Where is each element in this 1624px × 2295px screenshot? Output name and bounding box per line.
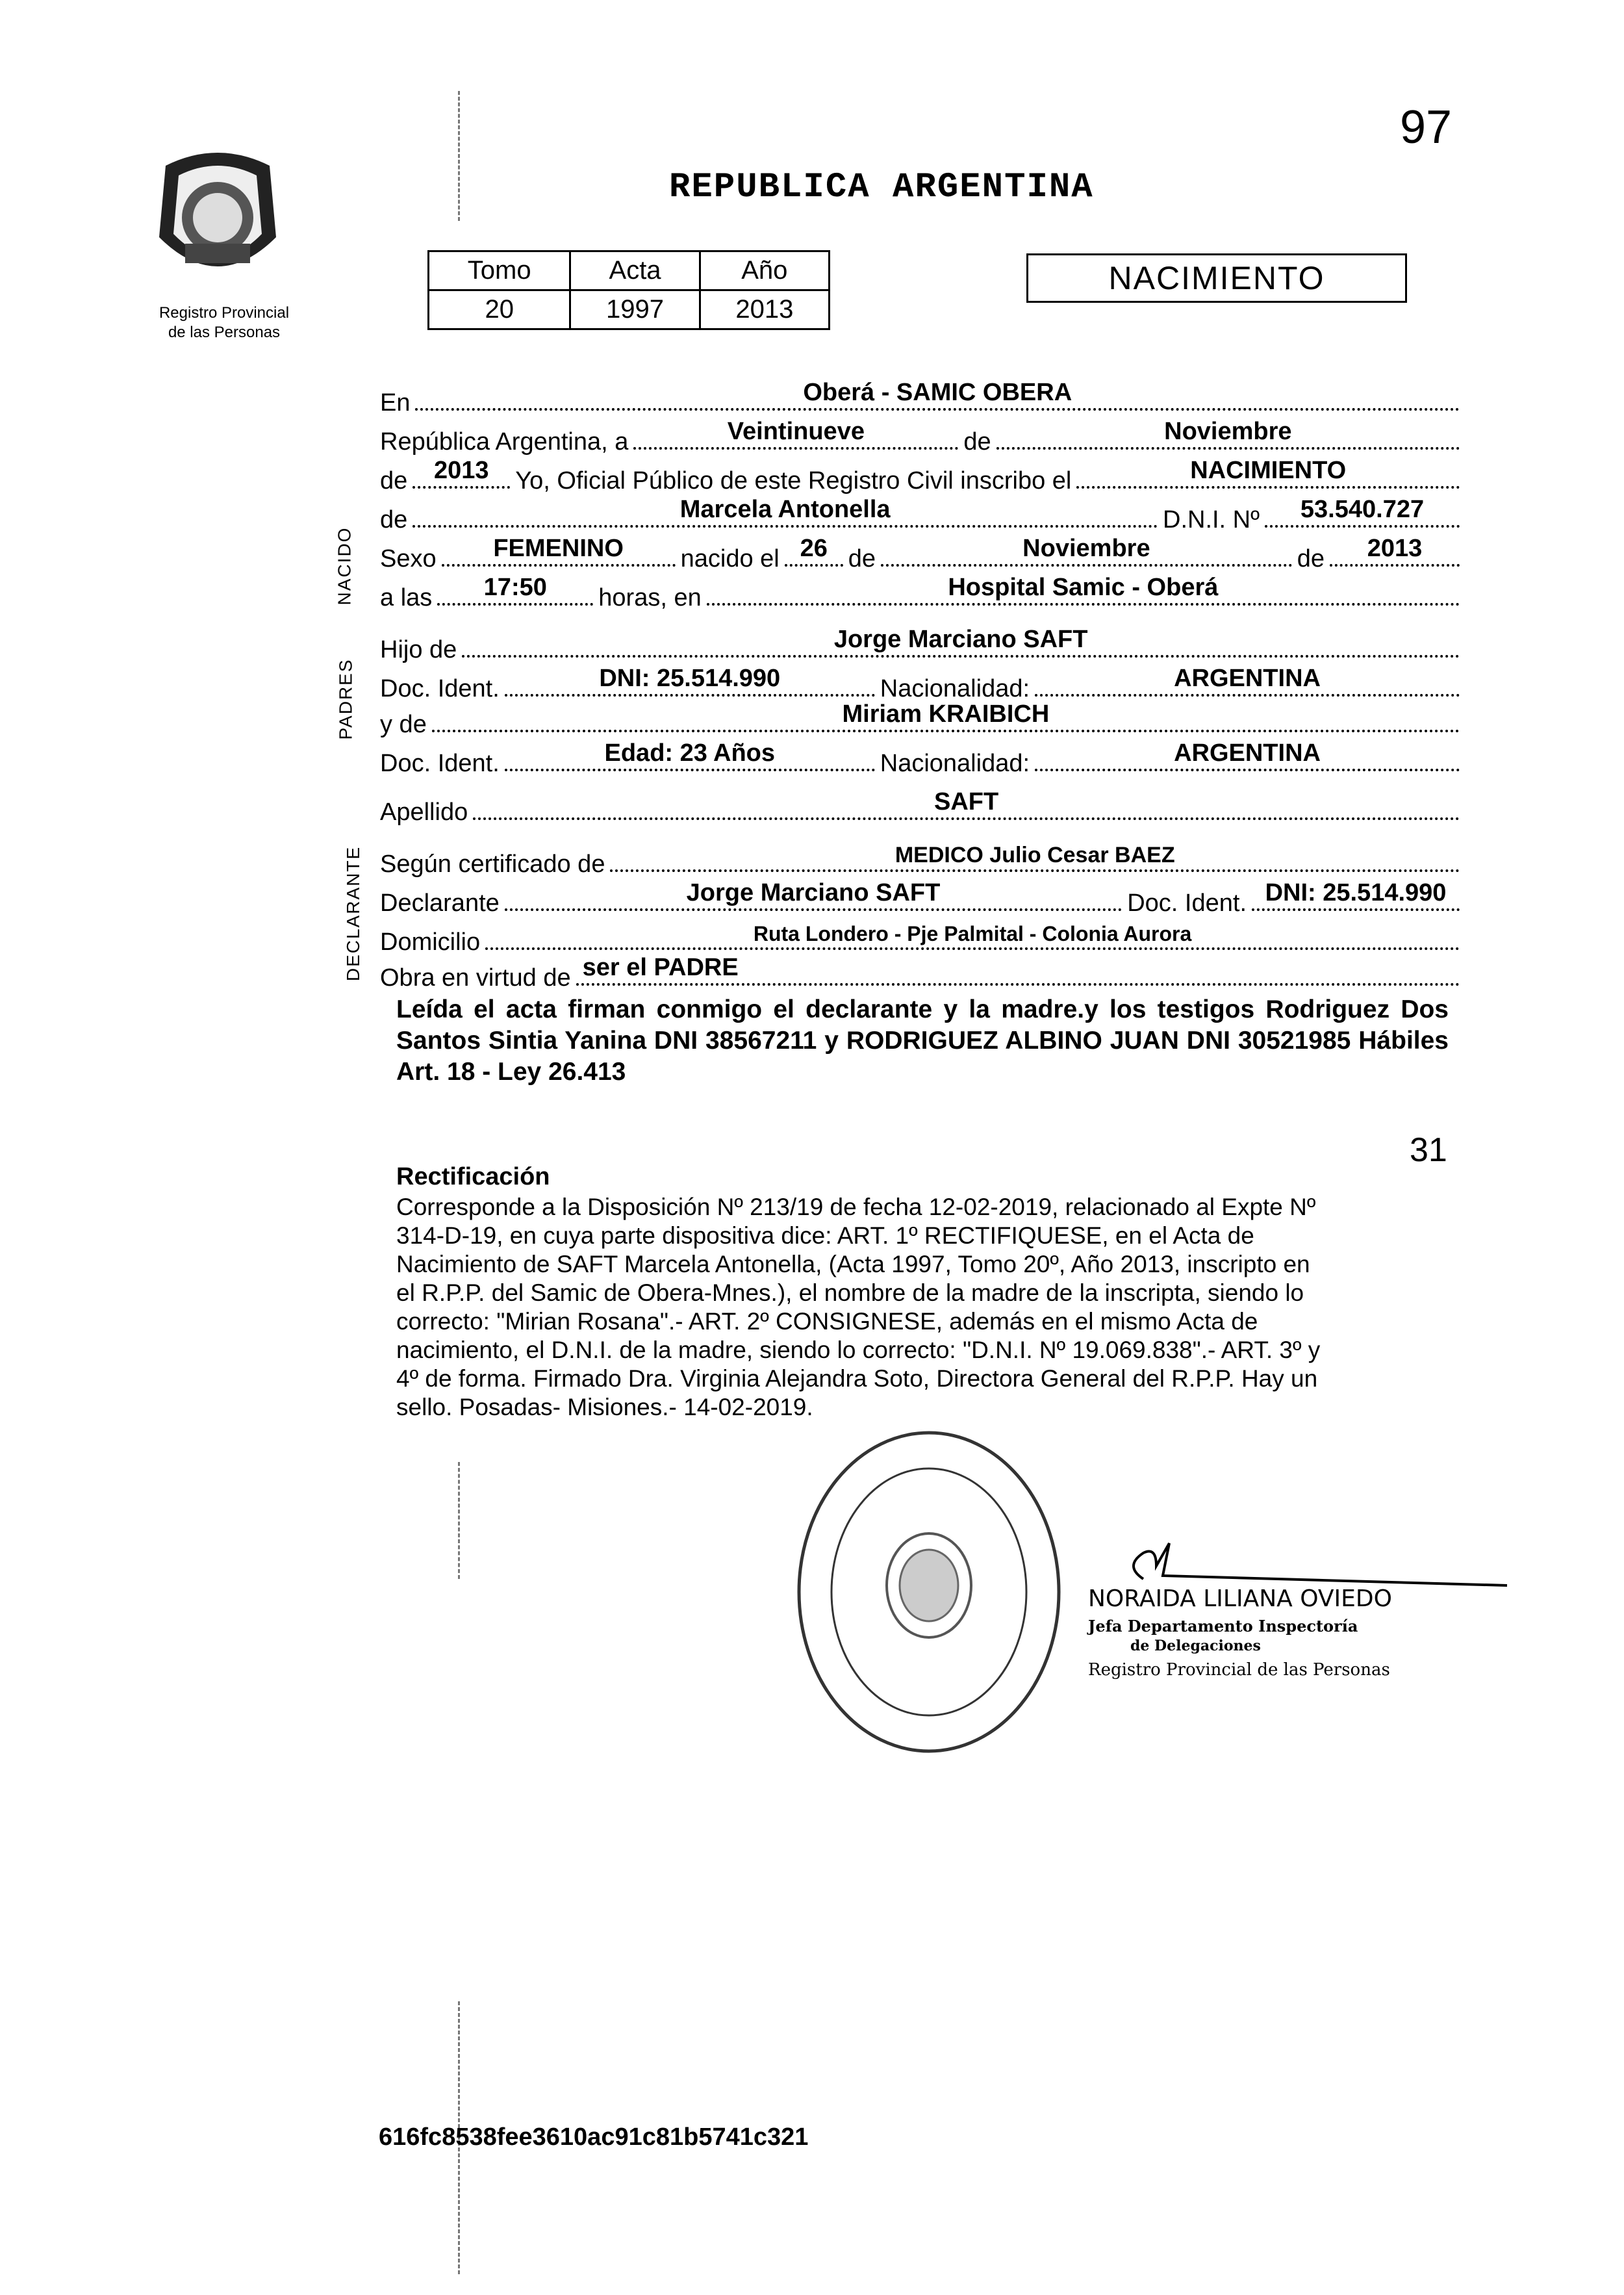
rectificacion-line: nacimiento, el D.N.I. de la madre, siendo lo correcto: "D.N.I. Nº 19.069.838".- ART. 3º y	[396, 1337, 1321, 1363]
registry-name-line2: de las Personas	[168, 324, 281, 341]
label-doc-ident-declarante: Doc. Ident.	[1127, 890, 1247, 917]
value-madre: Miriam KRAIBICH	[842, 700, 1050, 728]
value-birth-day: 26	[800, 535, 828, 562]
record-table	[427, 250, 830, 330]
signer-title-1: Jefa Departamento Inspectoría	[1088, 1617, 1358, 1635]
value-declarante: Jorge Marciano SAFT	[686, 879, 941, 906]
label-dni: D.N.I. Nº	[1163, 506, 1260, 533]
rectificacion-line: Nacimiento de SAFT Marcela Antonella, (Acta 1997, Tomo 20º, Año 2013, inscripto en	[396, 1251, 1310, 1277]
label-de-name: de	[380, 506, 408, 533]
value-lugar-inscripcion: Oberá - SAMIC OBERA	[803, 379, 1072, 406]
table-value-tomo: 20	[429, 290, 570, 329]
label-sexo: Sexo	[380, 545, 437, 572]
rectificacion-line: sello. Posadas- Misiones.- 14-02-2019.	[396, 1394, 813, 1420]
signer-title-2: de Delegaciones	[1130, 1637, 1261, 1654]
value-madre-nacionalidad: ARGENTINA	[1174, 739, 1321, 767]
row-madre	[380, 699, 1465, 739]
value-madre-doc: Edad: 23 Años	[604, 739, 776, 767]
table-header-tomo: Tomo	[429, 251, 570, 290]
label-oficial: Yo, Oficial Público de este Registro Civil inscribo el	[515, 467, 1072, 494]
rectificacion-line: el R.P.P. del Samic de Obera-Mnes.), el nombre de la madre de la inscripta, siendo lo	[396, 1279, 1304, 1306]
label-de-byear: de	[1297, 545, 1325, 572]
row-year	[380, 455, 1465, 495]
label-de-year: de	[380, 467, 408, 494]
value-sexo: FEMENINO	[493, 535, 624, 562]
value-day: Veintinueve	[727, 418, 865, 445]
table-header-acta: Acta	[570, 251, 700, 290]
row-hora	[380, 572, 1465, 612]
row-certificado	[380, 838, 1465, 878]
rectificacion-line: correcto: "Mirian Rosana".- ART. 2º CONSIGNESE, además en el mismo Acta de	[396, 1308, 1258, 1335]
side-label-nacido: NACIDO	[334, 526, 355, 606]
closing-statement: Leída el acta firman conmigo el declarante y la madre.y los testigos Rodriguez Dos Santos Sintia Yanina DNI 38567211 y RODRIGUEZ ALBINO JUAN DNI 30521985 Hábiles Art. 18 - Ley 26.413	[396, 995, 1449, 1086]
value-child-name: Marcela Antonella	[679, 496, 891, 523]
signature-mark	[1117, 1540, 1507, 1592]
label-segun-certificado: Según certificado de	[380, 851, 605, 878]
rectificacion-line: 4º de forma. Firmado Dra. Virginia Alejandra Soto, Directora General del R.P.P. Hay un	[396, 1365, 1318, 1392]
side-label-padres: PADRES	[335, 658, 356, 740]
official-stamp	[789, 1423, 1069, 1761]
doc-type-box	[1026, 253, 1407, 303]
label-a-las: a las	[380, 584, 433, 611]
value-padre-doc: DNI: 25.514.990	[599, 665, 781, 692]
value-birth-month: Noviembre	[1022, 535, 1150, 562]
value-declarante-doc: DNI: 25.514.990	[1265, 879, 1447, 906]
row-nombre	[380, 494, 1465, 534]
label-doc-ident-madre: Doc. Ident.	[380, 750, 500, 777]
rectificacion-title: Rectificación	[396, 1163, 550, 1190]
country-title: REPUBLICA ARGENTINA	[669, 168, 1094, 207]
table-header-anio: Año	[700, 251, 829, 290]
row-padre-doc	[380, 663, 1465, 703]
label-domicilio: Domicilio	[380, 929, 481, 956]
table-value-acta: 1997	[570, 290, 700, 329]
label-horas-en: horas, en	[598, 584, 702, 611]
value-child-dni: 53.540.727	[1300, 496, 1425, 523]
row-republica	[380, 416, 1465, 456]
label-de-month: de	[963, 428, 991, 455]
label-republica: República Argentina, a	[380, 428, 629, 455]
label-hijo-de: Hijo de	[380, 636, 457, 663]
value-month: Noviembre	[1164, 418, 1292, 445]
value-inscribo: NACIMIENTO	[1190, 457, 1347, 484]
label-nacido-el: nacido el	[680, 545, 780, 572]
side-label-declarante: DECLARANTE	[343, 845, 364, 982]
province-seal	[146, 146, 289, 296]
row-domicilio	[380, 916, 1465, 956]
label-obra: Obra en virtud de	[380, 964, 571, 992]
fold-line-top	[458, 91, 460, 221]
signer-title-3: Registro Provincial de las Personas	[1088, 1660, 1390, 1680]
row-apellido	[380, 786, 1465, 827]
rectificacion-number: 31	[1410, 1131, 1447, 1169]
fold-line-mid	[458, 1462, 460, 1579]
label-de-bmonth: de	[848, 545, 876, 572]
row-hijo	[380, 624, 1465, 664]
value-certificado: MEDICO Julio Cesar BAEZ	[894, 843, 1175, 867]
value-apellido: SAFT	[934, 788, 999, 815]
value-obra: ser el PADRE	[582, 954, 739, 981]
value-birth-year: 2013	[1367, 535, 1423, 562]
label-nacionalidad-padre: Nacionalidad:	[880, 675, 1030, 702]
label-apellido: Apellido	[380, 799, 468, 826]
rectificacion-line: 314-D-19, en cuya parte dispositiva dice: ART. 1º RECTIFIQUESE, en el Acta de	[396, 1222, 1254, 1249]
doc-type-label: NACIMIENTO	[1108, 260, 1325, 296]
rectificacion-line: Corresponde a la Disposición Nº 213/19 de fecha 12-02-2019, relacionado al Expte Nº	[396, 1194, 1316, 1220]
value-hora: 17:50	[483, 574, 547, 601]
value-padre-nacionalidad: ARGENTINA	[1174, 665, 1321, 692]
page-number: 97	[1400, 101, 1453, 153]
registry-name-line1: Registro Provincial	[159, 304, 290, 322]
document-hash: 616fc8538fee3610ac91c81b5741c321	[379, 2123, 809, 2151]
rectificacion-body	[396, 1193, 1462, 1422]
table-value-anio: 2013	[700, 290, 829, 329]
row-sexo	[380, 533, 1465, 573]
row-madre-doc	[380, 737, 1465, 778]
value-padre: Jorge Marciano SAFT	[833, 626, 1088, 653]
row-declarante	[380, 877, 1465, 917]
value-domicilio: Ruta Londero - Pje Palmital - Colonia Aurora	[753, 922, 1192, 945]
label-nacionalidad-madre: Nacionalidad:	[880, 750, 1030, 777]
value-year: 2013	[434, 457, 489, 484]
row-en	[380, 377, 1465, 417]
value-lugar-nacimiento: Hospital Samic - Oberá	[948, 574, 1219, 601]
label-doc-ident-padre: Doc. Ident.	[380, 675, 500, 702]
label-declarante: Declarante	[380, 890, 500, 917]
signer-name: NORAIDA LILIANA OVIEDO	[1088, 1585, 1392, 1612]
label-y-de: y de	[380, 711, 427, 738]
row-obra	[380, 952, 1465, 992]
label-en: En	[380, 389, 411, 417]
